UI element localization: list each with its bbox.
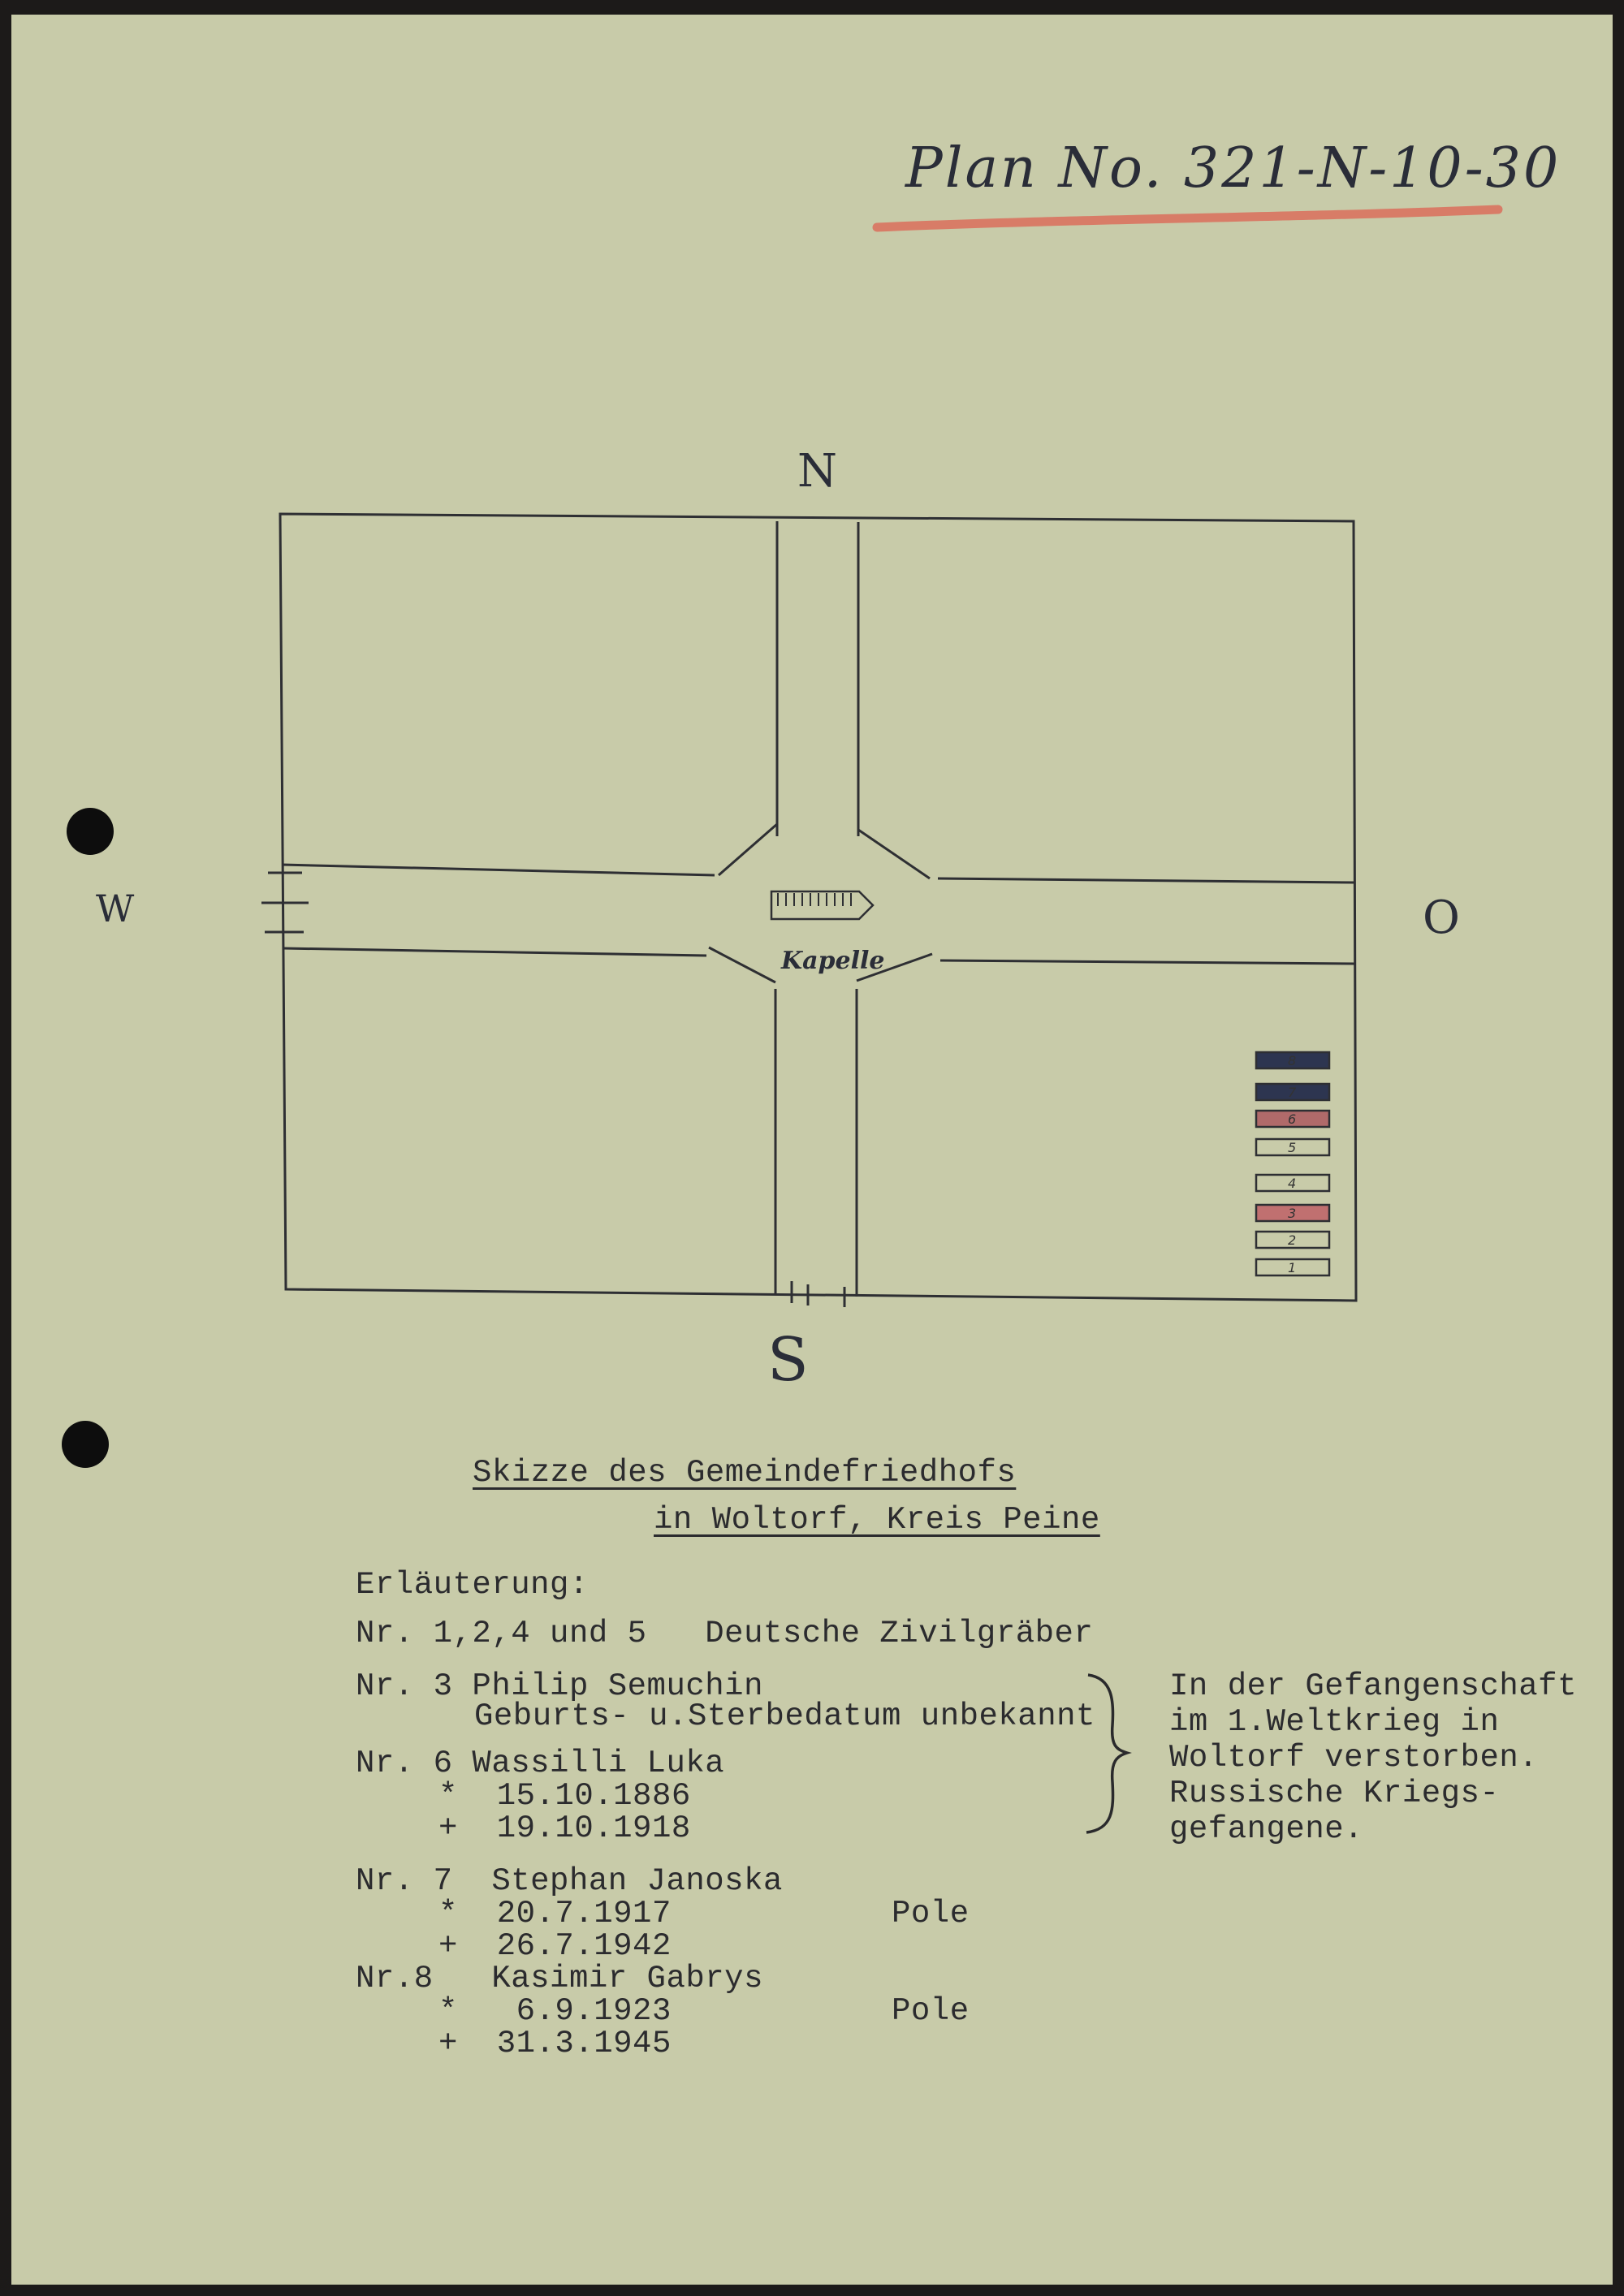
chapel [771,891,873,919]
legend-note-line-5: gefangene. [1169,1811,1364,1847]
legend-nr7-name: Nr. 7 Stephan Janoska [356,1863,783,1899]
legend-nr6-died: + 19.10.1918 [438,1810,691,1846]
compass-west: W [96,887,135,930]
legend-nr7-born: * 20.7.1917 [438,1896,672,1931]
chapel-label: Kapelle [781,947,885,975]
grave-number-1: 1 [1288,1260,1297,1275]
red-underline [877,209,1498,227]
legend-german-graves: Nr. 1,2,4 und 5 Deutsche Zivilgräber [356,1616,1094,1651]
path-west-north-edge [282,865,715,875]
grave-number-4: 4 [1288,1176,1297,1191]
legend-note-line-1: In der Gefangenschaft [1169,1668,1577,1704]
legend-nr8-nationality: Pole [892,1993,970,2029]
grave-number-3: 3 [1288,1206,1297,1221]
legend-nr6-born: * 15.10.1886 [438,1778,691,1814]
legend-pow-note [1169,1668,1577,1847]
legend-nr7-nationality: Pole [892,1896,970,1931]
grave-number-5: 5 [1288,1140,1297,1155]
legend-heading: Erläuterung: [356,1567,589,1603]
caption-line-2: in Woltorf, Kreis Peine [654,1502,1100,1538]
compass-north: N [797,445,837,498]
legend-note-line-4: Russische Kriegs- [1169,1776,1500,1811]
legend-nr8-died: + 31.3.1945 [438,2026,672,2061]
legend-note-line-2: im 1.Weltkrieg in [1169,1704,1500,1740]
brace [1080,1668,1137,1839]
path-east-south-edge [940,960,1354,964]
legend-nr8-name: Nr.8 Kasimir Gabrys [356,1961,763,1996]
plan-number: Plan No. 321-N-10-30 [905,136,1561,201]
legend-nr3-name: Nr. 3 Philip Semuchin [356,1668,763,1704]
compass-south: S [767,1325,809,1395]
legend-nr3-dates: Geburts- u.Sterbedatum unbekannt [474,1698,1095,1734]
legend-nr6-name: Nr. 6 Wassilli Luka [356,1746,725,1781]
path-east-north-edge [938,878,1354,883]
legend-nr7-died: + 26.7.1942 [438,1928,672,1964]
caption-line-1: Skizze des Gemeindefriedhofs [473,1455,1017,1491]
grave-number-2: 2 [1288,1232,1297,1248]
cemetery-boundary [280,514,1356,1301]
legend-nr8-born: * 6.9.1923 [438,1993,672,2029]
grave-number-8: 8 [1288,1053,1297,1068]
legend-note-line-3: Woltorf verstorben. [1169,1740,1539,1776]
grave-number-7: 7 [1288,1085,1297,1100]
compass-east: O [1423,891,1460,944]
grave-number-6: 6 [1288,1111,1297,1127]
path-west-south-edge [283,948,706,956]
graves-group [1256,1052,1329,1275]
